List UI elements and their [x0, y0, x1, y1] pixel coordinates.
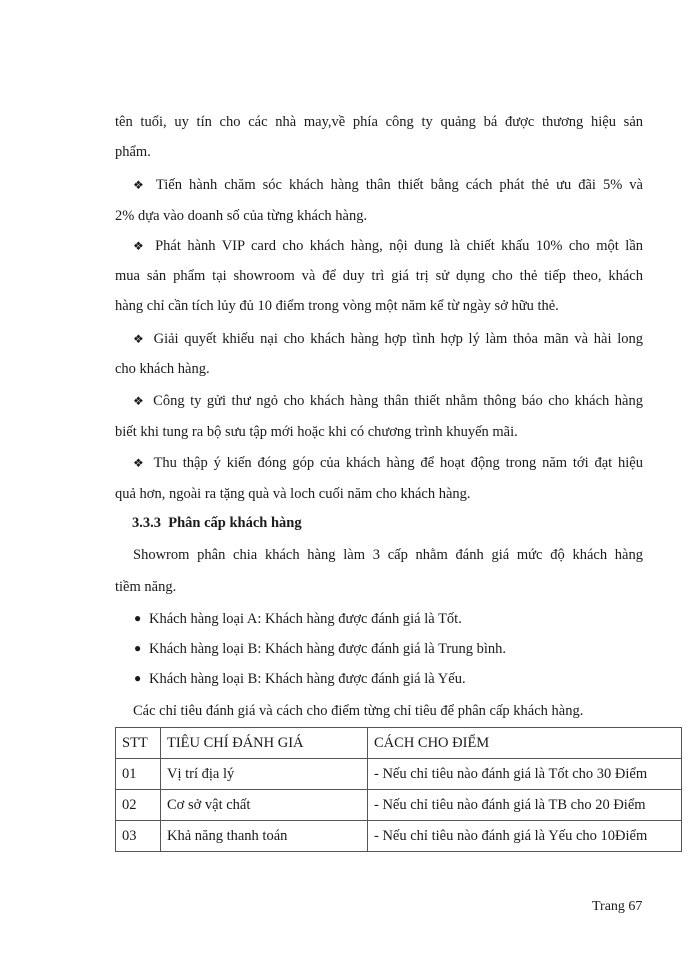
table-cell-criterion: Cơ sở vật chất — [161, 790, 368, 821]
section-title: Phân cấp khách hàng — [168, 515, 302, 531]
diamond-bullet-icon: ❖ — [133, 456, 146, 470]
diamond-bullet-icon: ❖ — [133, 332, 146, 346]
table-cell-scoring: - Nếu chỉ tiêu nào đánh giá là Yếu cho 10Điểm — [368, 821, 682, 852]
bullet-text: Tiến hành chăm sóc khách hàng thân thiết bằng cách phát thẻ ưu đãi 5% và — [155, 177, 643, 193]
list-item: Khách hàng loại B: Khách hàng được đánh giá là Trung bình. — [149, 641, 507, 657]
bullet-text: Thu thập ý kiến đóng góp của khách hàng để hoạt động trong năm tới đạt hiệu — [153, 455, 643, 471]
table-row — [116, 821, 682, 852]
table-row — [116, 790, 682, 821]
bullet-text: Phát hành VIP card cho khách hàng, nội dung là chiết khấu 10% cho một lần — [155, 238, 644, 254]
table-cell-criterion: Vị trí địa lý — [161, 759, 368, 790]
dot-bullet-icon: ● — [134, 641, 142, 655]
table-cell-stt: 02 — [116, 790, 161, 821]
table-cell-stt: 01 — [116, 759, 161, 790]
table-caption: Các chỉ tiêu đánh giá và cách cho điểm từng chỉ tiêu để phân cấp khách hàng. — [133, 703, 584, 719]
diamond-bullet-icon: ❖ — [133, 394, 146, 408]
paragraph-line: cho khách hàng. — [115, 361, 210, 377]
table-header-cell: TIÊU CHÍ ĐÁNH GIÁ — [161, 728, 368, 759]
paragraph-line: tiềm năng. — [115, 579, 177, 595]
table-row — [116, 759, 682, 790]
evaluation-table — [115, 727, 682, 852]
table-header-row — [116, 728, 682, 759]
list-item: Khách hàng loại B: Khách hàng được đánh giá là Yếu. — [149, 671, 466, 687]
page-number: Trang 67 — [592, 899, 643, 914]
bullet-item — [133, 391, 643, 411]
diamond-bullet-icon: ❖ — [133, 239, 147, 253]
paragraph-line: mua sản phẩm tại showroom và để duy trì giá trị sử dụng cho thẻ tiếp theo, khách — [115, 268, 643, 284]
paragraph-line: quả hơn, ngoài ra tặng quà và loch cuối năm cho khách hàng. — [115, 486, 471, 502]
list-item: Khách hàng loại A: Khách hàng được đánh giá là Tốt. — [149, 611, 462, 627]
paragraph-line: Showrom phân chia khách hàng làm 3 cấp nhằm đánh giá mức độ khách hàng — [133, 547, 643, 563]
table-header-cell: STT — [116, 728, 161, 759]
paragraph-line: biết khi tung ra bộ sưu tập mới hoặc khi có chương trình khuyến mãi. — [115, 424, 518, 440]
table-cell-scoring: - Nếu chỉ tiêu nào đánh giá là Tốt cho 30 Điểm — [368, 759, 682, 790]
bullet-item — [133, 236, 643, 256]
table-header-cell: CÁCH CHO ĐIỂM — [368, 728, 682, 759]
bullet-item — [133, 329, 643, 349]
paragraph-line: 2% dựa vào doanh số của từng khách hàng. — [115, 208, 368, 224]
bullet-item — [133, 453, 643, 473]
paragraph-line: phẩm. — [115, 144, 151, 160]
section-number: 3.3.3 — [132, 515, 161, 531]
paragraph-line: tên tuổi, uy tín cho các nhà may,về phía công ty quảng bá được thương hiệu sản — [115, 114, 643, 130]
dot-bullet-icon: ● — [134, 671, 142, 685]
table-cell-stt: 03 — [116, 821, 161, 852]
diamond-bullet-icon: ❖ — [133, 178, 148, 192]
paragraph-line: hàng chỉ cần tích lủy đủ 10 điểm trong vòng một năm kể từ ngày sở hữu thẻ. — [115, 298, 559, 314]
table-cell-criterion: Khả năng thanh toán — [161, 821, 368, 852]
bullet-item — [133, 175, 643, 195]
dot-bullet-icon: ● — [134, 611, 142, 625]
table-cell-scoring: - Nếu chỉ tiêu nào đánh giá là TB cho 20 Điểm — [368, 790, 682, 821]
bullet-text: Công ty gửi thư ngỏ cho khách hàng thân thiết nhằm thông báo cho khách hàng — [153, 393, 643, 409]
bullet-text: Giải quyết khiếu nại cho khách hàng hợp tình hợp lý làm thỏa mãn và hài long — [153, 331, 644, 347]
section-heading — [132, 513, 302, 533]
